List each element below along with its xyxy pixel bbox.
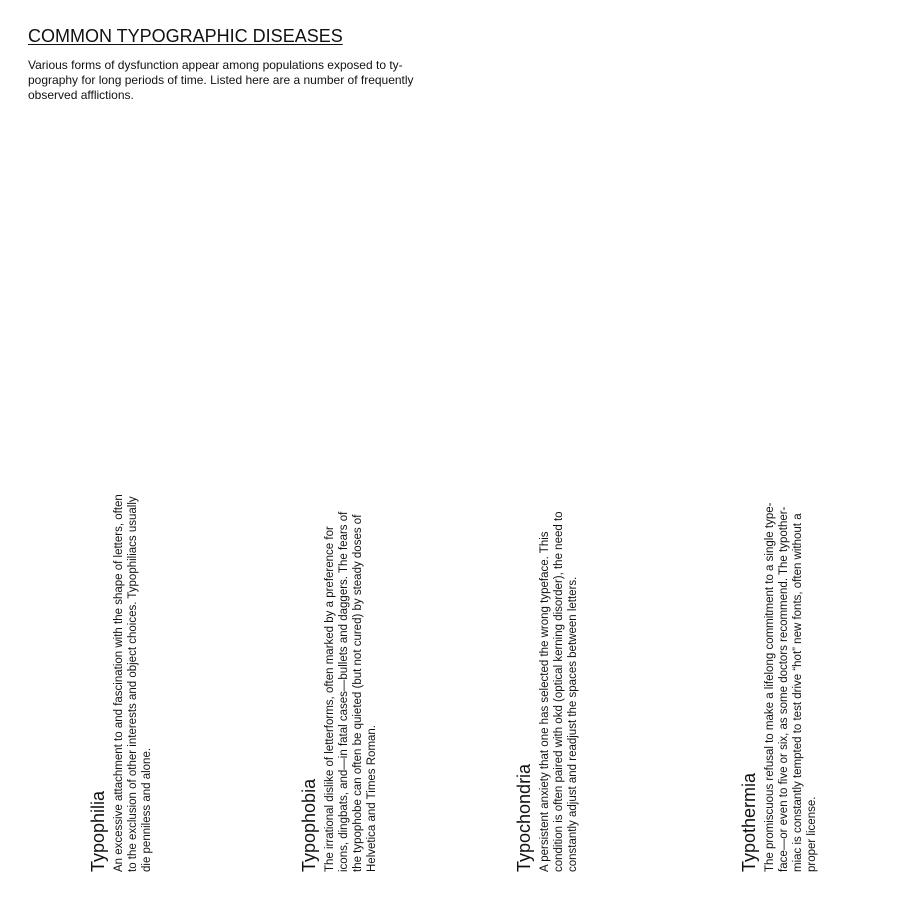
- disease-name: Typothermia: [739, 772, 759, 872]
- disease-description: The promiscuous refusal to make a lifelong commitment to a single type- face—or even to five or six, as some doctors recommend. The typother- miac is constantly tempted to test drive “hot” new fonts, often without a proper license.: [764, 502, 818, 872]
- disease-entry-typochondria: [513, 452, 580, 872]
- disease-description: The irrational dislike of letterforms, often marked by a preference for icons, dingbats, and—in fatal cases—bullets and daggers. The fears of the typophobe can often be quieted (but not cured) by steady doses of Helvetica and Times Roman.: [324, 511, 378, 872]
- intro-paragraph: Various forms of dysfunction appear among populations exposed to ty- pography for long periods of time. Listed here are a number of frequently observed afflictions.: [28, 58, 414, 102]
- disease-name: Typochondria: [514, 763, 534, 872]
- disease-description: An excessive attachment to and fascination with the shape of letters, often to the exclusion of other interests and object choices. Typophiliacs usually die penniless and alone.: [113, 494, 153, 872]
- disease-name: Typophilia: [88, 790, 108, 872]
- disease-description: A persistent anxiety that one has selected the wrong typeface. This condition is often paired with okd (optical kerning disorder), the need to constantly adjust and readjust the spaces between letters.: [539, 511, 579, 872]
- disease-entry-typothermia: [738, 452, 819, 872]
- disease-entry-typophobia: [298, 452, 379, 872]
- disease-name: Typophobia: [299, 778, 319, 872]
- page-title: COMMON TYPOGRAPHIC DISEASES: [28, 26, 343, 46]
- disease-entry-typophilia: [87, 452, 154, 872]
